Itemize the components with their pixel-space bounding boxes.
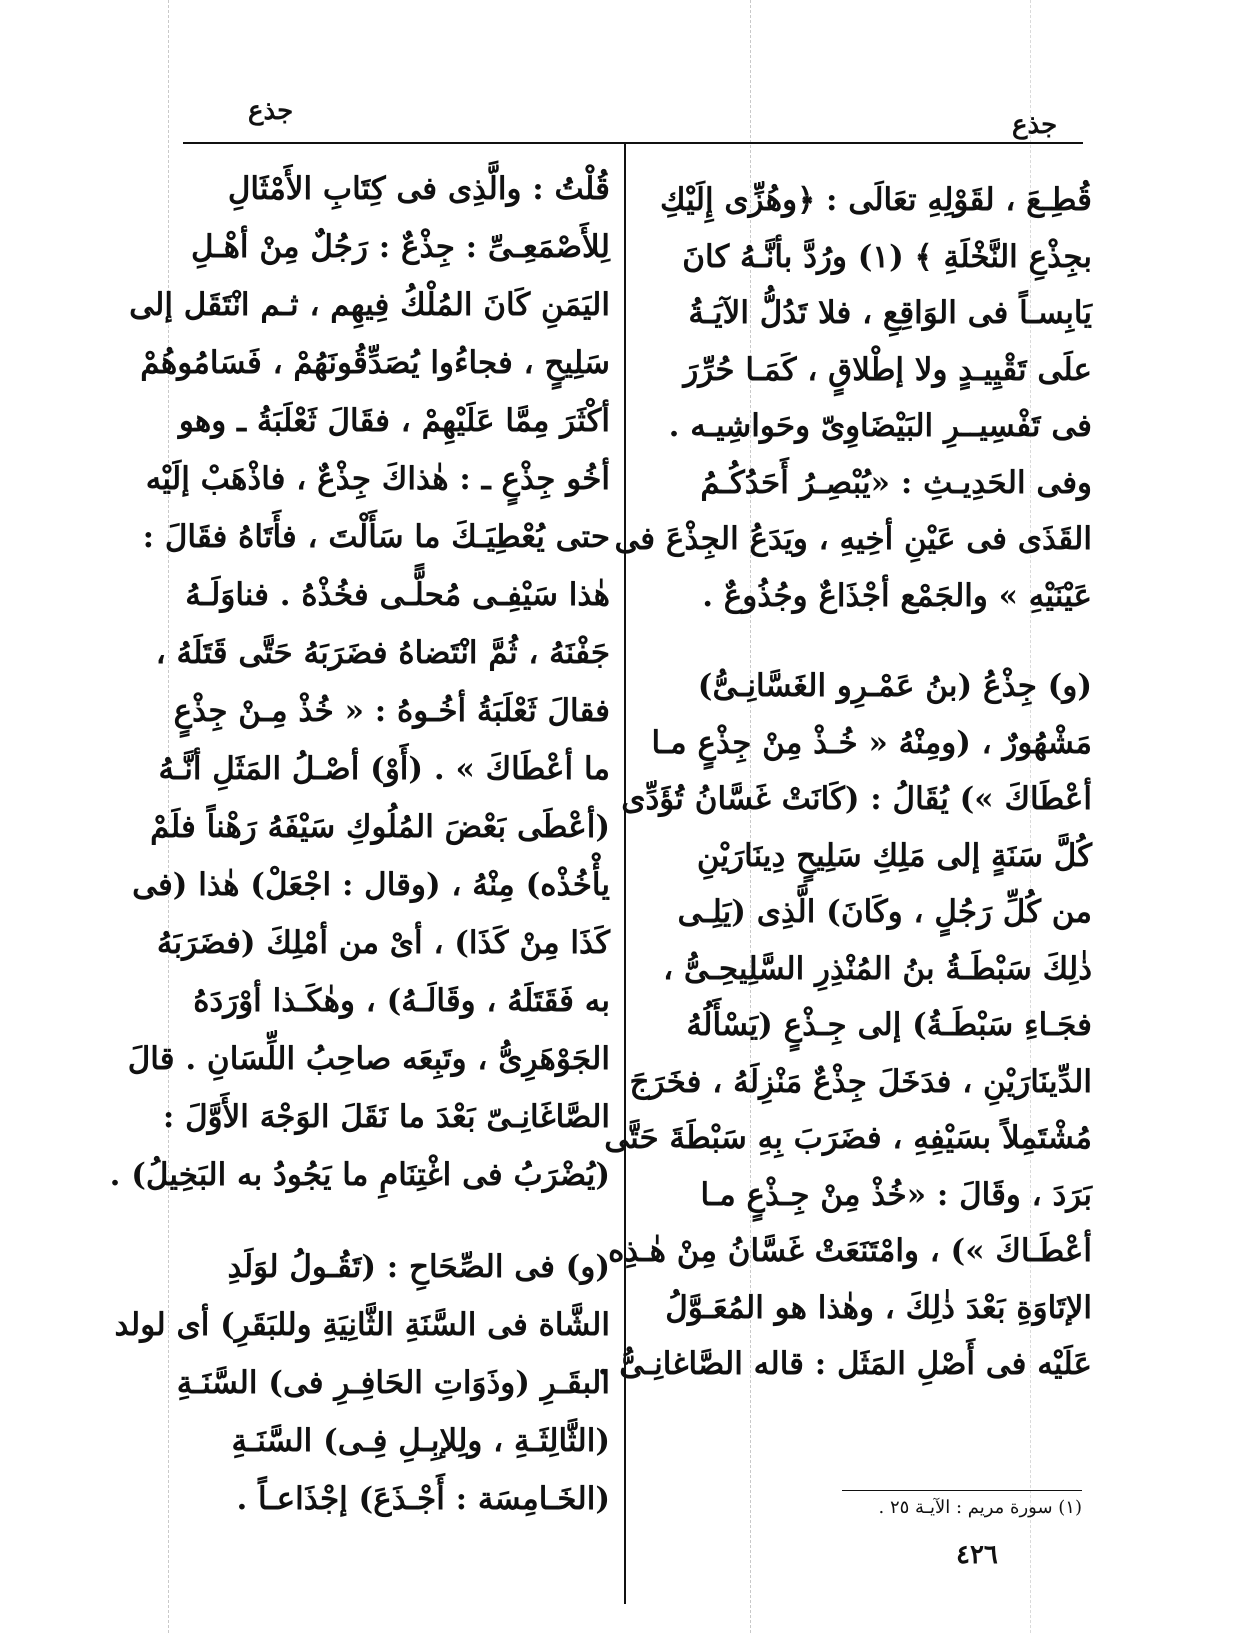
text-line: عَيْنَيْهِ » والجَمْع أجْذَاعٌ وجُذُوعٌ . bbox=[702, 577, 1092, 614]
text-line: كُلَّ سَنَةٍ إلى مَلِكِ سَلِيحٍ دِينَارَيْنِ bbox=[696, 837, 1092, 874]
text-line: (و) فى الصِّحَاحِ : (تَقُـولُ لوَلَدِ bbox=[227, 1249, 610, 1285]
text-line: هٰذا سَيْفِـى مُحلًّـى فخُذْهُ . فناوَلَـهُ bbox=[185, 577, 610, 613]
text-line: الصَّاغَانِـىّ بَعْدَ ما نَقَلَ الوَجْهَ الأَوَّلَ : bbox=[162, 1099, 610, 1135]
text-line: قُلْتُ : والَّذِى فى كِتَابِ الأَمْثَالِ bbox=[227, 171, 610, 207]
text-line: فقالَ ثَعْلَبَةُ أخُـوهُ : « خُذْ مِـنْ جِذْعٍ bbox=[173, 693, 610, 729]
text-line: ما أعْطَاكَ » . (أَوْ) أصْـلُ المَثَلِ أنَّـهُ bbox=[158, 751, 610, 787]
text-line: حتى يُعْطِيَـكَ ما سَأَلْتَ ، فأَتَاهُ فقَالَ : bbox=[142, 519, 610, 555]
right-column bbox=[597, 172, 1092, 1393]
text-line: فى تَفْسِيــرِ البَيْضَاوِىّ وحَواشِيـه . bbox=[668, 408, 1092, 444]
text-line: فجَـاءِ سَبْطَـةُ) إلى جِـذْعٍ (يَسْأَلُهُ bbox=[686, 1007, 1092, 1043]
text-line: الدِّينَارَيْنِ ، فدَخَلَ جِذْعٌ مَنْزِلَهُ ، فخَرَجَ bbox=[629, 1063, 1092, 1100]
text-line: البقَـرِ (وذَوَاتِ الحَافِـرِ فى) السَّنَـةِ bbox=[176, 1365, 610, 1401]
text-line: أعْطَـاكَ ») ، وامْتَنَعَتْ غَسَّانُ مِنْ هٰـذِه bbox=[608, 1233, 1092, 1269]
page-number: ٤٢٦ bbox=[956, 1540, 998, 1570]
text-line: (أعْطَى بَعْضَ المُلُوكِ سَيْفَهُ رَهْناً فلَمْ bbox=[150, 809, 610, 845]
text-line: (الثَّالِثَـةِ ، ولِلإبِـلِ فِـى) السَّنَـةِ bbox=[231, 1423, 610, 1459]
text-line: بجِذْعِ النَّخْلَةِ ﴾ (١) ورُدَّ بأنَّـهُ كانَ bbox=[682, 238, 1092, 275]
text-line: به فَقَتَلَهُ ، وقَالَـهُ) ، وهٰكَـذا أوْرَدَهُ bbox=[193, 983, 610, 1019]
text-line: من كُلِّ رَجُلٍ ، وكَانَ) الَّذِى (يَلِـى bbox=[677, 894, 1092, 930]
text-line: (يُضْرَبُ فى اغْتِنَامِ ما يَجُودُ به البَخِيلُ) . bbox=[109, 1157, 610, 1193]
footnote-rule bbox=[842, 1490, 1082, 1491]
text-line: عَلَيْه فى أَصْلِ المَثَل : قاله الصَّاغانِـىُّ . bbox=[597, 1346, 1092, 1382]
text-line: القَذَى فى عَيْنِ أخِيهِ ، ويَدَعُ الجِذْعَ فى bbox=[614, 521, 1092, 557]
footnote: (١) سورة مريم : الآيـة ٢٥ . bbox=[878, 1497, 1082, 1518]
text-line: كَذَا مِنْ كَذَا) ، أىْ من أمْلِكَ (فضَرَبَهُ bbox=[156, 925, 610, 961]
text-line: جَفْنَهُ ، ثُمَّ انْتَضاهُ فضَرَبَهُ حَتَّى قَتَلَهُ ، bbox=[155, 635, 610, 671]
text-line: علَى تَقْيِيـدٍ ولا إطْلاقٍ ، كَمَـا حُرِّرَ bbox=[683, 351, 1092, 388]
text-line: لِلأَصْمَعِـىِّ : جِذْعٌ : رَجُلٌ مِنْ أهْـلِ bbox=[191, 229, 610, 265]
text-line: ذٰلِكَ سَبْطَـةُ بنُ المُنْذِرِ السَّلِيحِـىُّ ، bbox=[663, 950, 1092, 987]
header-rule bbox=[183, 142, 1083, 144]
running-header-left: جذع bbox=[248, 96, 294, 126]
text-line: (و) جِذْعُ (بنُ عَمْـرِو الغَسَّانِـىُّ) bbox=[697, 668, 1092, 704]
text-line: وفى الحَدِيـثِ : «يُبْصِـرُ أَحَدُكُـمُ bbox=[700, 464, 1092, 501]
text-line: أكْثَرَ مِمَّا عَلَيْهِمْ ، فقَالَ ثَعْلَبَةُ ـ وهو bbox=[178, 403, 610, 439]
text-line: (الخَـامِسَة : أَجْـذَعَ) إجْذَاعـاً . bbox=[236, 1481, 610, 1517]
text-line: سَلِيحٍ ، فجاءُوا يُصَدِّقُونَهُمْ ، فَسَامُوهُمْ bbox=[140, 345, 610, 381]
text-line: الشَّاة فى السَّنَةِ الثَّانِيَةِ وللبَقَرِ) أى لولد bbox=[114, 1307, 610, 1343]
text-line: الإتَاوَةِ بَعْدَ ذٰلِكَ ، وهٰذا هو المُعَـوَّلُ bbox=[665, 1289, 1092, 1326]
text-line: أخُو جِذْعٍ ـ : هٰذاكَ جِذْعٌ ، فاذْهَبْ إلَيْه bbox=[145, 461, 610, 497]
text-line: بَرَدَ ، وقَالَ : «خُذْ مِنْ جِـذْعٍ مـا bbox=[700, 1176, 1092, 1213]
text-line: الجَوْهَرِىُّ ، وتَبِعَه صاحِبُ اللِّسَانِ . قالَ bbox=[127, 1041, 610, 1077]
text-line: مُشْتَمِلاً بسَيْفِهِ ، فضَرَبَ بِهِ سَبْطَةَ حَتَّى bbox=[604, 1120, 1092, 1156]
text-line: قُطِـعَ ، لقَوْلِهِ تعَالَى : ﴿وهُزِّى إِلَيْكِ bbox=[660, 182, 1092, 218]
text-line: مَشْهُورٌ ، (ومِنْهُ « خُـذْ مِنْ جِذْعٍ مـا bbox=[651, 724, 1092, 761]
text-line: يَابِسـاً فى الوَاقِعِ ، فلا تَدُلُّ الآيَـةُ bbox=[688, 295, 1092, 331]
running-header-right: جذع bbox=[1012, 110, 1058, 140]
text-line: أعْطَاكَ ») يُقَالُ : (كَانَتْ غَسَّانُ تُؤَدِّى bbox=[621, 781, 1092, 817]
left-column bbox=[109, 160, 610, 1528]
text-line: اليَمَنِ كَانَ المُلْكُ فِيهِم ، ثـم انْتَقَل إلى bbox=[129, 287, 610, 323]
text-line: يأْخُذْه) مِنْهُ ، (وقال : اجْعَلْ) هٰذا (فى bbox=[132, 867, 610, 903]
